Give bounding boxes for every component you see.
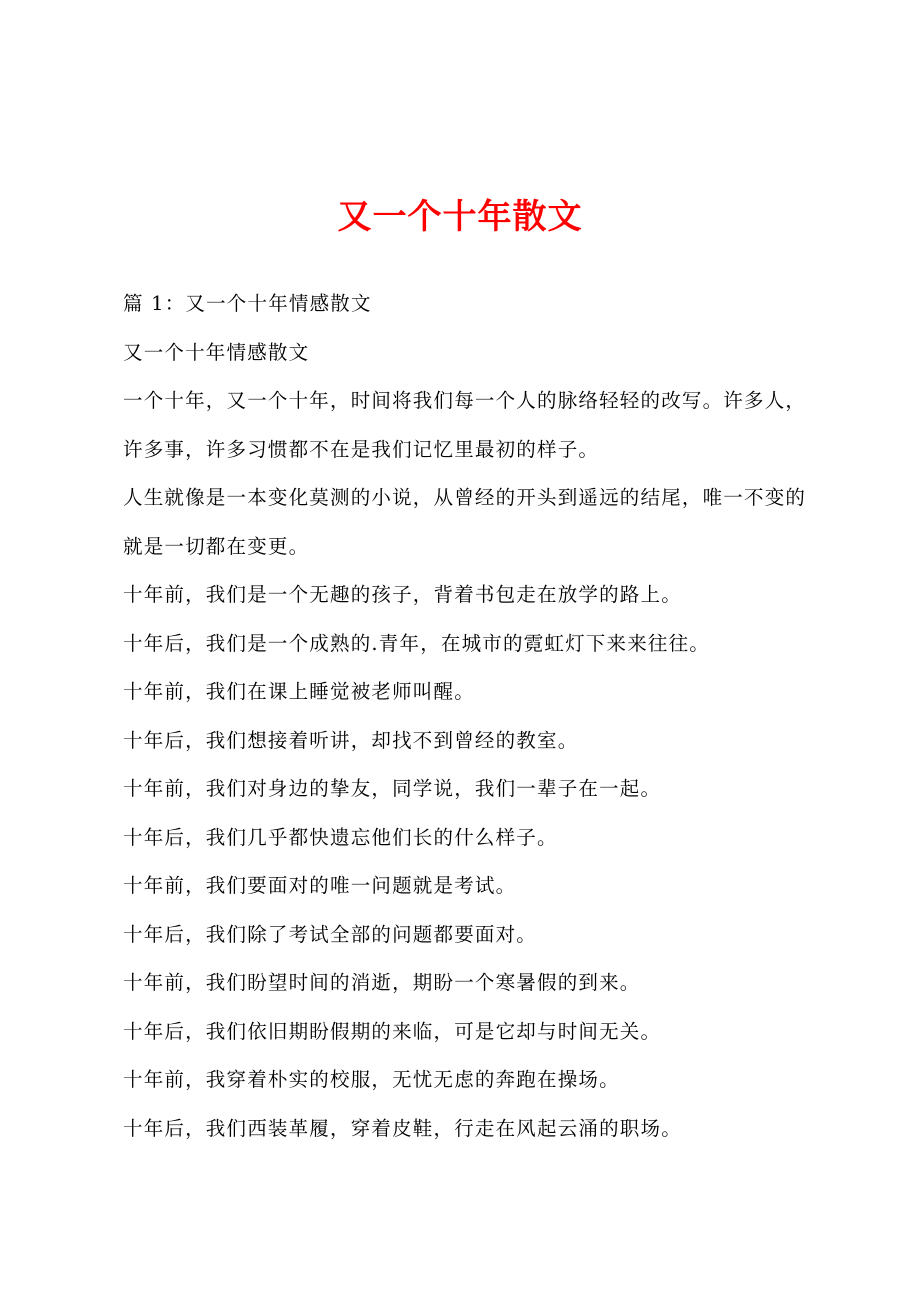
body-paragraph: 十年前，我们盼望时间的消逝，期盼一个寒暑假的到来。 <box>123 971 641 994</box>
body-paragraph: 十年后，我们几乎都快遗忘他们长的什么样子。 <box>123 825 558 849</box>
section-heading: 篇 1：又一个十年情感散文 <box>123 292 372 315</box>
document-body <box>123 280 813 1153</box>
body-paragraph: 十年前，我们是一个无趣的孩子，背着书包走在放学的路上。 <box>123 583 682 606</box>
body-paragraph: 十年前，我们对身边的挚友，同学说，我们一辈子在一起。 <box>123 777 662 800</box>
document-title: 又一个十年散文 <box>337 197 583 237</box>
body-paragraph: 十年后，我们西装革履，穿着皮鞋，行走在风起云涌的职场。 <box>123 1116 682 1140</box>
body-paragraph: 十年后，我们除了考试全部的问题都要面对。 <box>123 922 538 946</box>
body-paragraph: 十年前，我们在课上睡觉被老师叫醒。 <box>123 680 475 703</box>
body-paragraph: 人生就像是一本变化莫测的小说，从曾经的开头到遥远的结尾，唯一不变的就是一切都在变更。 <box>123 486 807 558</box>
body-paragraph: 十年后，我们依旧期盼假期的来临，可是它却与时间无关。 <box>123 1019 662 1043</box>
body-paragraph: 一个十年，又一个十年，时间将我们每一个人的脉络轻轻的改写。许多人，许多事，许多习惯都不在是我们记忆里最初的样子。 <box>123 389 807 461</box>
body-paragraph: 十年后，我们是一个成熟的.青年，在城市的霓虹灯下来来往往。 <box>123 631 710 655</box>
body-paragraph: 十年前，我们要面对的唯一问题就是考试。 <box>123 874 517 897</box>
body-paragraph: 十年前，我穿着朴实的校服，无忧无虑的奔跑在操场。 <box>123 1068 620 1091</box>
body-paragraph: 十年后，我们想接着听讲，却找不到曾经的教室。 <box>123 728 579 752</box>
subtitle-paragraph: 又一个十年情感散文 <box>123 340 310 364</box>
